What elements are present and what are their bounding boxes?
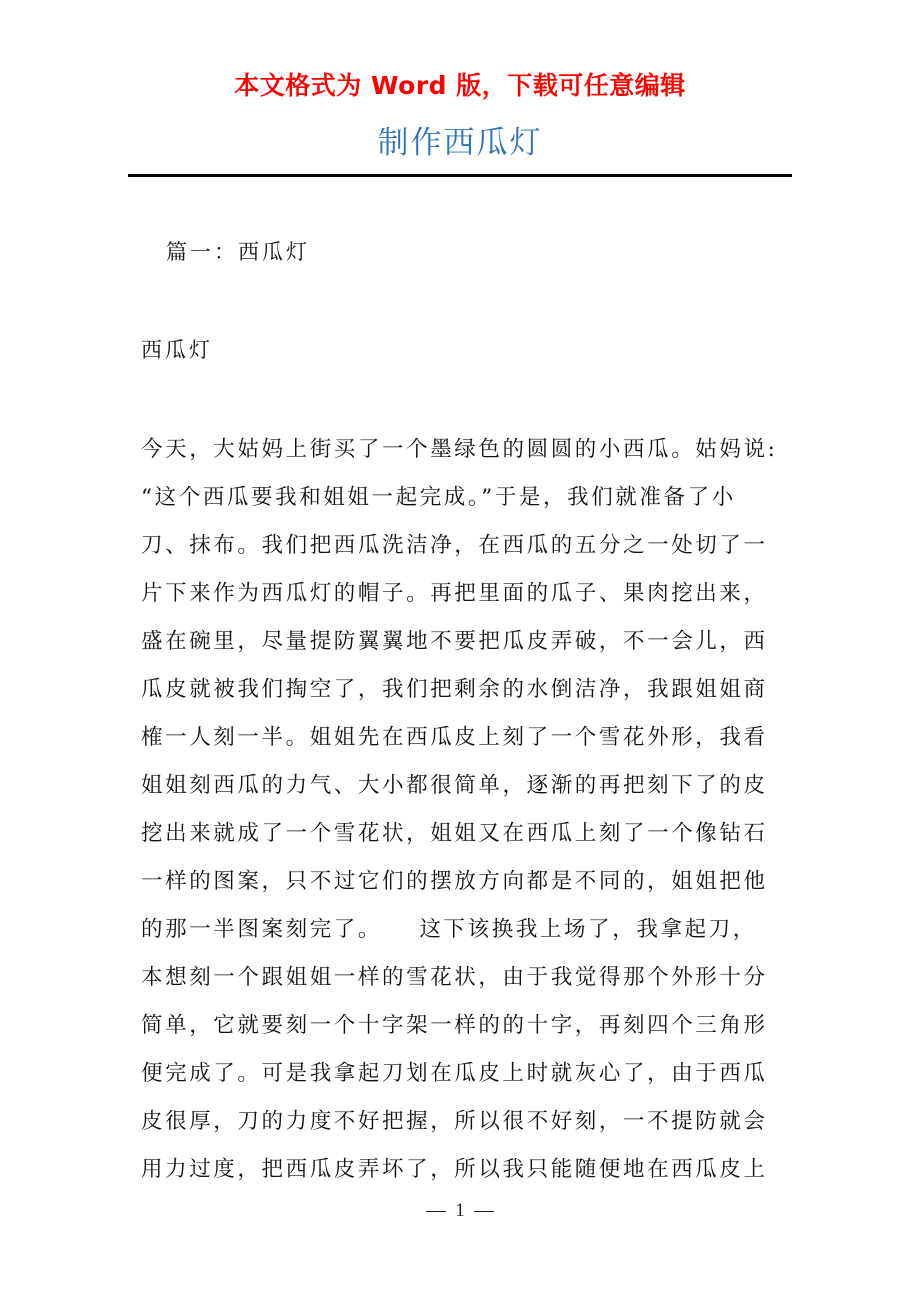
body-line: 榷一人刻一半。姐姐先在西瓜皮上刻了一个雪花外形，我看: [141, 725, 768, 750]
body-line: 本想刻一个跟姐姐一样的雪花状，由于我觉得那个外形十分: [141, 965, 768, 990]
body-line: 姐姐刻西瓜的力气、大小都很简单，逐渐的再把刻下了的皮: [141, 773, 768, 798]
title-divider: [128, 174, 792, 177]
page-number: 1: [455, 1200, 465, 1221]
body-line: 用力过度，把西瓜皮弄坏了，所以我只能随便地在西瓜皮上: [141, 1157, 768, 1182]
body-line: 挖出来就成了一个雪花状，姐姐又在西瓜上刻了一个像钻石: [141, 821, 768, 846]
body-line: “这个西瓜要我和姐姐一起完成。”于是，我们就准备了小: [141, 485, 736, 510]
body-line: 一样的图案，只不过它们的摆放方向都是不同的，姐姐把他: [141, 869, 768, 894]
article-title: 西瓜灯: [141, 338, 213, 362]
document-title: 制作西瓜灯: [377, 125, 543, 161]
body-line: 今天，大姑妈上街买了一个墨绿色的圆圆的小西瓜。姑妈说:: [141, 437, 778, 462]
article-body: [141, 430, 791, 1198]
footer-dash-left: [426, 1211, 446, 1213]
body-line: 片下来作为西瓜灯的帽子。再把里面的瓜子、果肉挖出来，: [141, 581, 768, 606]
body-line: 的那一半图案刻完了。 这下该换我上场了，我拿起刀，: [141, 917, 757, 942]
page-footer: [0, 1196, 920, 1226]
body-line: 瓜皮就被我们掏空了，我们把剩余的水倒洁净，我跟姐姐商: [141, 677, 768, 702]
footer-dash-right: [474, 1211, 494, 1213]
body-line: 便完成了。可是我拿起刀划在瓜皮上时就灰心了，由于西瓜: [141, 1061, 768, 1086]
download-banner: 本文格式为 Word 版，下载可任意编辑: [234, 71, 686, 100]
body-line: 盛在碗里，尽量提防翼翼地不要把瓜皮弄破，不一会儿，西: [141, 629, 768, 654]
body-line: 皮很厚，刀的力度不好把握，所以很不好刻，一不提防就会: [141, 1109, 768, 1134]
section-heading: 篇一：西瓜灯: [166, 240, 310, 264]
body-line: 简单，它就要刻一个十字架一样的的十字，再刻四个三角形: [141, 1013, 768, 1038]
body-line: 刀、抹布。我们把西瓜洗洁净，在西瓜的五分之一处切了一: [141, 533, 768, 558]
